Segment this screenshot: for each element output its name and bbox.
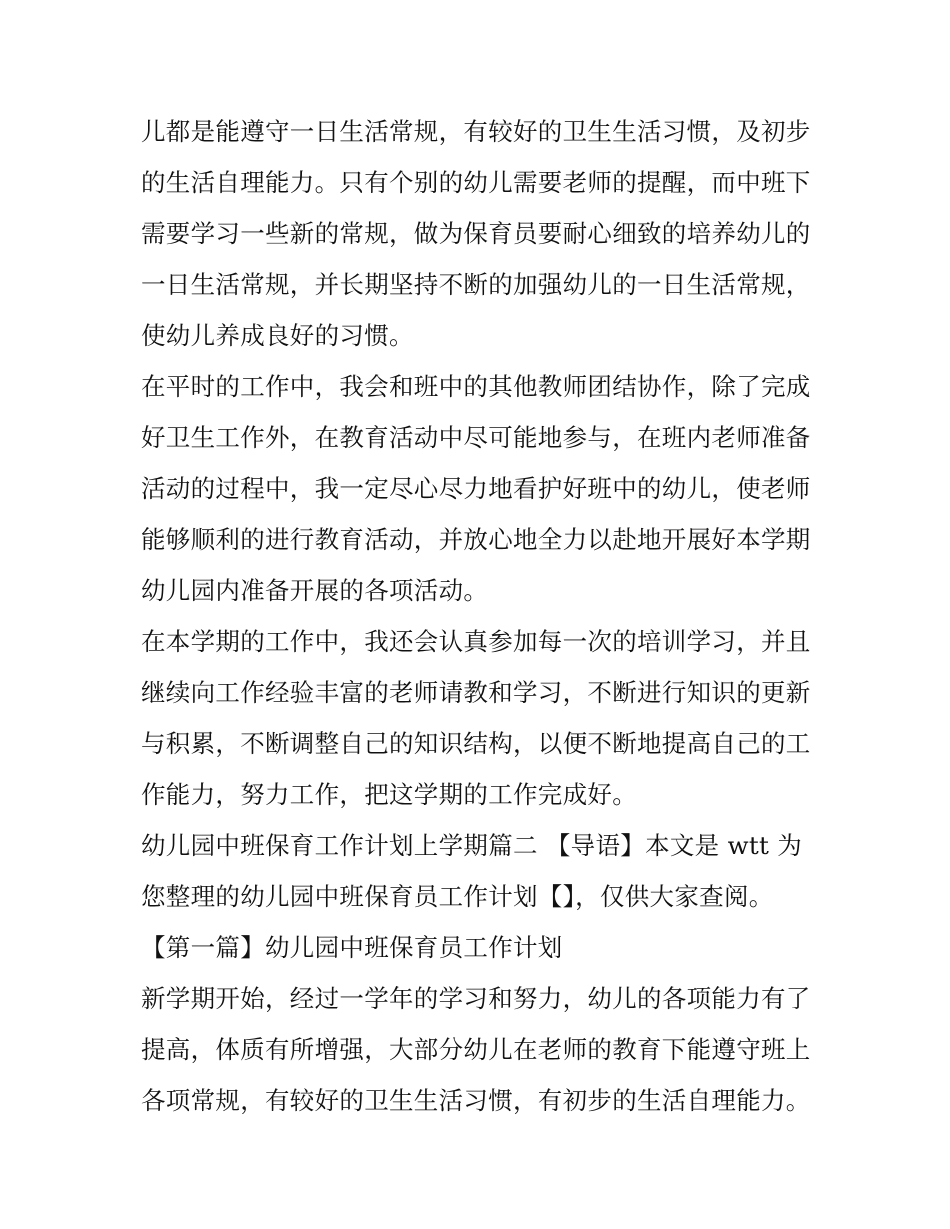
text-line: 能够顺利的进行教育活动，并放心地全力以赴地开展好本学期	[141, 525, 811, 554]
text-line: 使幼儿养成良好的习惯。	[141, 321, 414, 350]
text-line: 新学期开始，经过一学年的学习和努力，幼儿的各项能力有了	[141, 984, 811, 1013]
text-line: 一日生活常规，并长期坚持不断的加强幼儿的一日生活常规，	[141, 270, 811, 299]
text-line: 各项常规，有较好的卫生生活习惯，有初步的生活自理能力。	[141, 1086, 811, 1115]
text-line: 在平时的工作中，我会和班中的其他教师团结协作，除了完成	[141, 372, 811, 401]
text-line: 幼儿园内准备开展的各项活动。	[141, 576, 489, 605]
text-line: 作能力，努力工作，把这学期的工作完成好。	[141, 780, 637, 809]
text-line: 提高，体质有所增强，大部分幼儿在老师的教育下能遵守班上	[141, 1035, 811, 1064]
text-line: 在本学期的工作中，我还会认真参加每一次的培训学习，并且	[141, 627, 811, 656]
section-heading: 【第一篇】幼儿园中班保育员工作计划	[141, 933, 563, 962]
text-line: 继续向工作经验丰富的老师请教和学习，不断进行知识的更新	[141, 678, 811, 707]
text-line: 需要学习一些新的常规，做为保育员要耐心细致的培养幼儿的	[141, 219, 811, 248]
text-line: 的生活自理能力。只有个别的幼儿需要老师的提醒，而中班下	[141, 168, 811, 197]
text-line: 与积累，不断调整自己的知识结构，以便不断地提高自己的工	[141, 729, 811, 758]
text-line: 您整理的幼儿园中班保育员工作计划【】，仅供大家查阅。	[141, 882, 774, 911]
document-body	[141, 106, 816, 1126]
text-line: 儿都是能遵守一日生活常规，有较好的卫生生活习惯，及初步	[141, 117, 811, 146]
text-line: 幼儿园中班保育工作计划上学期篇二 【导语】本文是 wtt 为	[141, 831, 803, 860]
text-line: 好卫生工作外，在教育活动中尽可能地参与，在班内老师准备	[141, 423, 811, 452]
text-line: 活动的过程中，我一定尽心尽力地看护好班中的幼儿，使老师	[141, 474, 811, 503]
